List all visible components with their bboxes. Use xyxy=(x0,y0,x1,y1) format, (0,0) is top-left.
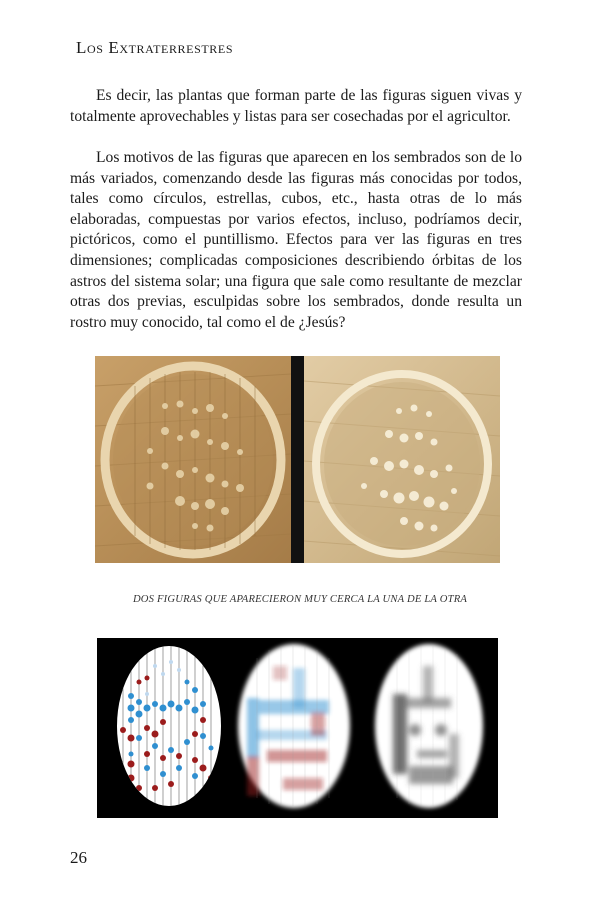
figure-caption: DOS FIGURAS QUE APARECIERON MUY CERCA LA UNA DE LA OTRA xyxy=(132,594,468,605)
running-head: Los Extraterrestres xyxy=(76,38,234,57)
paragraph-2 xyxy=(70,148,522,333)
oval-grayscale-face xyxy=(375,644,483,808)
paragraph-2-text: Los motivos de las figuras que aparecen en los sembrados son de lo más variados, comenzando desde las figuras más conocidas por todos, tales como círculos, estrellas, cubos, etc., hasta otras de lo más elaboradas, compuestas por varios efectos, incluso, podríamos decir, pictóricos, como el puntillismo. Efectos para ver las figuras en tres dimensiones; complicadas composiciones describiendo órbitas de los astros del sistema solar; una figura que sale como resultante de mezclar otras dos previas, esculpidas sobre los sembrados, donde resulta un rostro muy conocido, tal como el de ¿Jesús? xyxy=(70,149,522,331)
oval-blurred-color-pattern xyxy=(238,644,350,808)
crop-field-illustration-left xyxy=(95,356,291,563)
paragraph-1 xyxy=(70,86,522,127)
crop-field-illustration-right xyxy=(304,356,500,563)
oval-sharp-pattern xyxy=(117,638,221,818)
crop-circle-photo-left xyxy=(95,356,291,563)
dot-pattern-diagram xyxy=(97,638,498,818)
photo-divider xyxy=(291,356,304,563)
paragraph-1-text: Es decir, las plantas que forman parte de las figuras siguen vivas y totalmente aprovechables y listas para ser cosechadas por el agricultor. xyxy=(70,87,522,125)
page-number: 26 xyxy=(70,848,87,867)
crop-circle-photo-right xyxy=(304,356,500,563)
dot-pattern-svg xyxy=(97,638,498,818)
